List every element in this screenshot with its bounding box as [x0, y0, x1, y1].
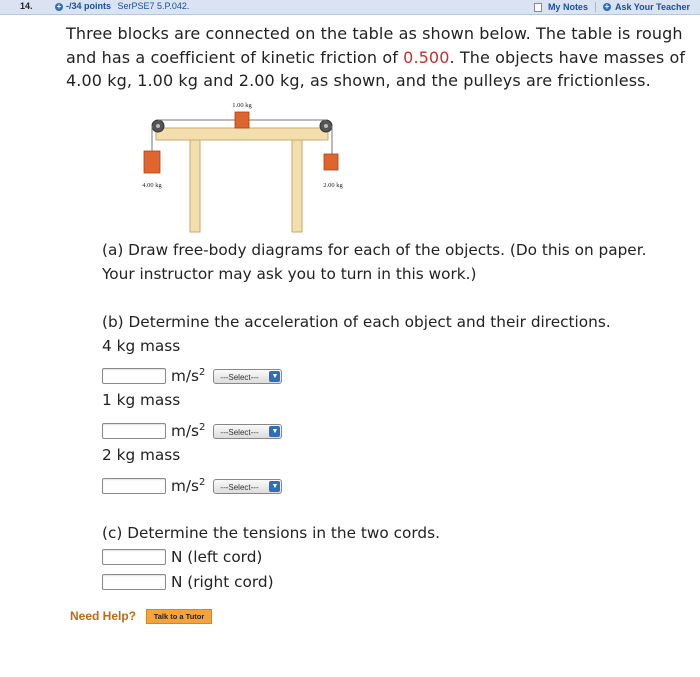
direction-2kg-select[interactable]: ---Select--- ▼ [213, 479, 282, 494]
acceleration-4kg-input[interactable] [102, 368, 166, 384]
label-1kg: 1.00 kg [232, 102, 252, 109]
points-label [66, 1, 189, 11]
mass-2kg-label: 2 kg mass [102, 446, 181, 464]
acceleration-2kg-input[interactable] [102, 478, 166, 494]
dropdown-arrow-icon: ▼ [269, 371, 280, 382]
block-4kg [144, 151, 160, 173]
answer-row-4kg [102, 365, 282, 387]
table [156, 128, 328, 232]
note-icon [534, 3, 542, 12]
left-pulley [152, 120, 164, 132]
unit-label: $m/s^2$ [171, 422, 206, 440]
dropdown-arrow-icon: ▼ [269, 426, 280, 437]
tension-right-unit: N (right cord) [171, 573, 274, 591]
part-c-prompt: (c) Determine the tensions in the two cords. [102, 524, 440, 542]
block-1kg [235, 112, 249, 128]
unit-label: $m/s^2$ [171, 367, 206, 385]
friction-coefficient: 0.500 [403, 47, 450, 67]
answer-row-2kg [102, 475, 282, 497]
answer-row-left-cord [102, 546, 262, 568]
question-header [0, 0, 700, 15]
talk-to-tutor-button[interactable]: Talk to a Tutor [146, 609, 212, 624]
part-a-text: (a) Draw free-body diagrams for each of the objects. (Do this on paper. Your instructor may ask you to turn in this work.) [102, 241, 647, 283]
problem-code: SerPSE7 5.P.042. [117, 1, 190, 11]
direction-1kg-select[interactable]: ---Select--- ▼ [213, 424, 282, 439]
mass-4kg-label: 4 kg mass [102, 337, 181, 355]
block-2kg [324, 154, 338, 170]
question-number: 14. [20, 1, 33, 11]
my-notes-link[interactable]: My Notes [547, 2, 588, 12]
dropdown-arrow-icon: ▼ [269, 481, 280, 492]
blocks-diagram [128, 98, 358, 233]
right-pulley [320, 120, 332, 132]
tension-left-unit: N (left cord) [171, 548, 263, 566]
label-2kg: 2.00 kg [323, 182, 343, 189]
label-4kg: 4.00 kg [142, 182, 162, 189]
part-b-prompt: (b) Determine the acceleration of each object and their directions. [102, 313, 611, 331]
tension-right-input[interactable] [102, 574, 166, 590]
tension-left-input[interactable] [102, 549, 166, 565]
mass-1kg-label: 1 kg mass [102, 391, 181, 409]
question-text-start: Three blocks are connected on the table as shown below. The table is rough and has a coefficient of kinetic friction of [66, 24, 683, 67]
acceleration-1kg-input[interactable] [102, 423, 166, 439]
divider [595, 2, 596, 12]
question-text [66, 22, 690, 93]
ask-teacher-link[interactable]: Ask Your Teacher [614, 2, 690, 12]
points-value: -/34 points [66, 1, 112, 11]
expand-icon[interactable]: + [56, 2, 62, 11]
direction-4kg-select[interactable]: ---Select--- ▼ [213, 369, 282, 384]
plus-icon: + [604, 2, 610, 11]
answer-row-1kg [102, 420, 282, 442]
need-help-label: Need Help? [70, 609, 137, 623]
header-links [534, 0, 690, 14]
question-text-end: . The objects have masses of 4.00 kg, 1.00 kg and 2.00 kg, as shown, and the pulleys are frictionless. [66, 47, 686, 90]
unit-label: $m/s^2$ [171, 477, 206, 495]
answer-row-right-cord [102, 571, 274, 593]
